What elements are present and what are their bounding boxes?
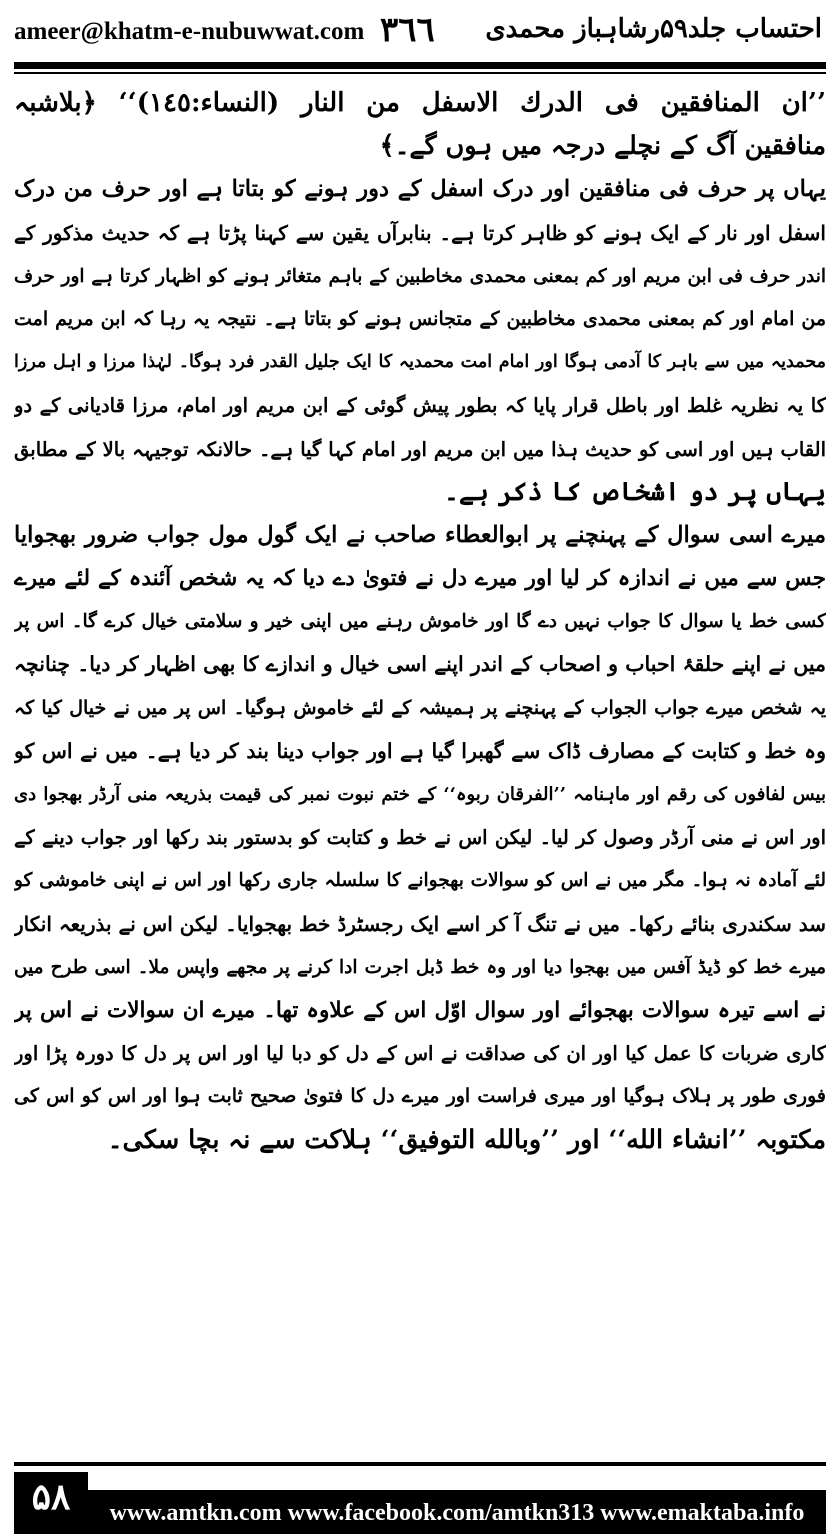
body-line: منافقین آگ کے نچلے درجہ میں ہوں گے۔﴾ [379, 131, 826, 162]
body-line: وہ خط و کتابت کے مصارف ڈاک سے گھبرا گیا ہے اور جواب دینا بند کر دیا ہے۔ میں نے اس کو [14, 738, 826, 763]
body-line: مکتوبہ ’’انشاء الله‘‘ اور ’’وبالله التوفيق‘‘ ہلاکت سے نہ بچا سکی۔ [107, 1124, 826, 1155]
footer-page-number-box [14, 1472, 88, 1534]
footer-rule [14, 1462, 826, 1466]
body-line: کاری ضربات کا عمل کیا اور ان کی صداقت نے اس کے دل کو دبا لیا اور اس پر دل کا دورہ پڑا اور [14, 1042, 826, 1066]
header-page-number: ٣٦٦ [380, 10, 435, 50]
body-line: میرے خط کو ڈیڈ آفس میں بھجوا دیا اور وہ خط ڈبل اجرت ادا کرنے پر مجھے واپس ملا۔ اسی طرح میں [14, 956, 826, 978]
body-line: اندر حرف فی ابن مریم اور کم بمعنی محمدی مخاطبین کے باہم متغائر ہونے کو اظہار کرتا ہے اور حرف [14, 265, 826, 287]
body-line: فوری طور پر ہلاک ہوگیا اور میری فراست اور میرے دل کا فتویٰ صحیح ثابت ہوا اور اس کو اس کی [14, 1085, 826, 1108]
body-line: یہاں پر دو اشخاص کا ذکر ہے۔ [444, 476, 826, 507]
body-line: یہ شخص میرے جواب الجواب کے پہنچنے پر ہمیشہ کے لئے خاموش ہوگیا۔ اس پر میں نے خیال کیا کہ [14, 696, 826, 719]
body-line: کا یہ نظریہ غلط اور باطل قرار پایا کہ بطور پیش گوئی کے ابن مریم اور امام، مرزا قادیانی کے دو [14, 394, 826, 418]
footer-page-number: ۵۸ [31, 1476, 71, 1518]
body-line: من امام اور کم بمعنی محمدی مخاطبین کے متجانس ہونے کو بتاتا ہے۔ نتیجہ یہ رہا کہ ابن مریم امت [14, 307, 826, 330]
body-line: بیس لفافوں کی رقم اور ماہنامہ ’’الفرقان ربوہ‘‘ کے ختم نبوت نمبر کی قیمت بذریعہ منی آرڈر بھجوا دی [14, 784, 826, 805]
body-line: جس سے میں نے اندازہ کر لیا اور میرے دل نے فتویٰ دے دیا کہ یہ شخص آئندہ کے لئے میرے [14, 566, 826, 592]
body-line: اور اس نے منی آرڈر وصول کر لیا۔ لیکن اس نے خط و کتابت کو بدستور بند رکھا اور جواب دینے کے [14, 826, 826, 850]
body-line: میرے اسی سوال کے پہنچنے پر ابوالعطاء صاحب نے ایک گول مول جواب ضرور بھجوایا [14, 521, 826, 548]
page-body [14, 82, 826, 1450]
body-line: میں نے اپنے حلقۂ احباب و اصحاب کے اندر اپنے اسی خیال و اندازے کا بھی اظہار کر دیا۔ چنانچہ [14, 652, 826, 677]
body-line: سد سکندری بنائے رکھا۔ میں نے تنگ آ کر اسے ایک رجسٹرڈ خط بھجوایا۔ لیکن اس نے بذریعہ انکار [14, 911, 826, 936]
footer-bar [14, 1490, 826, 1534]
footer-links: www.amtkn.com www.facebook.com/amtkn313 www.emaktaba.info [109, 1500, 805, 1526]
body-line: محمدیہ میں سے باہر کا آدمی ہوگا اور امام امت محمدیہ کا ایک جلیل القدر فرد ہوگا۔ لہٰذا مرزا و اہل مرزا [14, 352, 826, 373]
header-rule-thick [14, 62, 826, 69]
header-email: ameer@khatm-e-nubuwwat.com [14, 18, 365, 45]
body-line: یہاں پر حرف فی منافقین اور درک اسفل کے دور ہونے کو بتاتا ہے اور حرف من درک [14, 176, 826, 203]
body-line: اسفل اور نار کے ایک ہونے کو ظاہر کرتا ہے۔ بنابرآں یقین سے کہنا پڑتا ہے کہ حدیث مذکور کے [14, 220, 826, 245]
header-book-title: احتساب جلد۵۹رشاہباز محمدی [485, 14, 822, 44]
body-line: القاب ہیں اور اسی کو حدیث ہذا میں ابن مریم اور امام کہا گیا ہے۔ حالانکہ توجیہہ بالا کے مطابق [14, 437, 826, 461]
body-line: نے اسے تیرہ سوالات بھجوائے اور سوال اوّل اس کے علاوہ تھا۔ میرے ان سوالات نے اس پر [14, 997, 826, 1023]
body-line: لئے آمادہ نہ ہوا۔ مگر میں نے اس کو سوالات بھجوانے کا سلسلہ جاری رکھا اور اس نے اپنی خاموشی کو [14, 870, 826, 892]
header-rule-thin [14, 72, 826, 74]
body-line: کسی خط یا سوال کا جواب نہیں دے گا اور خاموش رہنے میں اپنی خیر و سلامتی خیال کرے گا۔ اس پر [14, 611, 826, 633]
page-header [0, 0, 840, 62]
body-line: ’’ان المنافقين فى الدرك الاسفل من النار (النساء:١٤٥)‘‘ ﴿بلاشبہ [14, 88, 826, 118]
